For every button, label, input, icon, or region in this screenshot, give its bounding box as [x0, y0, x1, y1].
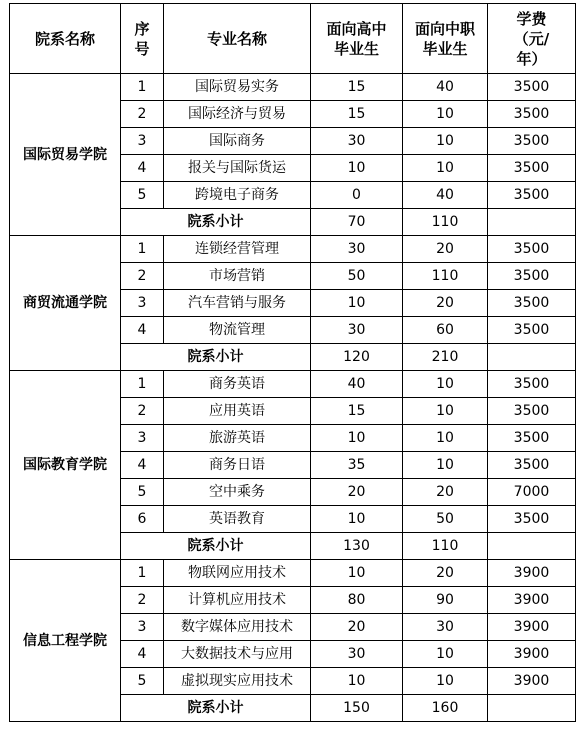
- vocational-count: 20: [403, 560, 488, 587]
- enrollment-table: [9, 3, 576, 722]
- major-name: 商务英语: [164, 371, 311, 398]
- high-school-count: 30: [311, 641, 403, 668]
- vocational-count: 10: [403, 425, 488, 452]
- high-school-count: 80: [311, 587, 403, 614]
- seq-cell: 1: [121, 74, 164, 101]
- table-row: [10, 74, 576, 101]
- seq-cell: 6: [121, 506, 164, 533]
- high-school-count: 30: [311, 317, 403, 344]
- tuition-fee: 3900: [488, 560, 576, 587]
- vocational-count: 10: [403, 398, 488, 425]
- tuition-fee: 3500: [488, 425, 576, 452]
- seq-cell: 5: [121, 182, 164, 209]
- high-school-count: 20: [311, 479, 403, 506]
- college-name: 国际教育学院: [10, 371, 121, 560]
- subtotal-label: 院系小计: [121, 344, 311, 371]
- tuition-fee: 3500: [488, 263, 576, 290]
- seq-cell: 4: [121, 641, 164, 668]
- tuition-fee: 3500: [488, 74, 576, 101]
- vocational-count: 10: [403, 452, 488, 479]
- subtotal-vocational: 110: [403, 533, 488, 560]
- subtotal-high-school: 120: [311, 344, 403, 371]
- high-school-count: 10: [311, 155, 403, 182]
- high-school-count: 50: [311, 263, 403, 290]
- vocational-count: 30: [403, 614, 488, 641]
- header-major: 专业名称: [164, 4, 311, 74]
- subtotal-tuition-empty: [488, 533, 576, 560]
- major-name: 大数据技术与应用: [164, 641, 311, 668]
- tuition-fee: 3500: [488, 506, 576, 533]
- vocational-count: 10: [403, 101, 488, 128]
- major-name: 市场营销: [164, 263, 311, 290]
- tuition-fee: 3500: [488, 452, 576, 479]
- major-name: 连锁经营管理: [164, 236, 311, 263]
- seq-cell: 2: [121, 263, 164, 290]
- tuition-fee: 3500: [488, 101, 576, 128]
- tuition-fee: 3900: [488, 641, 576, 668]
- high-school-count: 10: [311, 506, 403, 533]
- tuition-fee: 3500: [488, 128, 576, 155]
- header-seq: 序 号: [121, 4, 164, 74]
- high-school-count: 10: [311, 425, 403, 452]
- high-school-count: 10: [311, 290, 403, 317]
- major-name: 物流管理: [164, 317, 311, 344]
- vocational-count: 20: [403, 290, 488, 317]
- high-school-count: 10: [311, 560, 403, 587]
- vocational-count: 40: [403, 182, 488, 209]
- major-name: 国际贸易实务: [164, 74, 311, 101]
- major-name: 物联网应用技术: [164, 560, 311, 587]
- table-row: [10, 560, 576, 587]
- vocational-count: 10: [403, 668, 488, 695]
- major-name: 国际商务: [164, 128, 311, 155]
- seq-cell: 3: [121, 290, 164, 317]
- header-tuition: 学费 （元/ 年）: [488, 4, 576, 74]
- seq-cell: 1: [121, 371, 164, 398]
- major-name: 计算机应用技术: [164, 587, 311, 614]
- seq-cell: 2: [121, 101, 164, 128]
- major-name: 跨境电子商务: [164, 182, 311, 209]
- major-name: 空中乘务: [164, 479, 311, 506]
- tuition-fee: 3900: [488, 614, 576, 641]
- vocational-count: 10: [403, 371, 488, 398]
- subtotal-label: 院系小计: [121, 695, 311, 722]
- table-row: [10, 371, 576, 398]
- college-name: 商贸流通学院: [10, 236, 121, 371]
- vocational-count: 20: [403, 479, 488, 506]
- tuition-fee: 3500: [488, 182, 576, 209]
- seq-cell: 3: [121, 128, 164, 155]
- subtotal-tuition-empty: [488, 209, 576, 236]
- vocational-count: 10: [403, 128, 488, 155]
- vocational-count: 10: [403, 155, 488, 182]
- tuition-fee: 3900: [488, 587, 576, 614]
- header-row: [10, 4, 576, 74]
- tuition-fee: 3500: [488, 371, 576, 398]
- tuition-fee: 3500: [488, 317, 576, 344]
- subtotal-label: 院系小计: [121, 209, 311, 236]
- subtotal-high-school: 70: [311, 209, 403, 236]
- seq-cell: 3: [121, 425, 164, 452]
- tuition-fee: 3500: [488, 290, 576, 317]
- seq-cell: 2: [121, 587, 164, 614]
- high-school-count: 15: [311, 101, 403, 128]
- high-school-count: 40: [311, 371, 403, 398]
- high-school-count: 20: [311, 614, 403, 641]
- subtotal-vocational: 160: [403, 695, 488, 722]
- vocational-count: 110: [403, 263, 488, 290]
- subtotal-vocational: 210: [403, 344, 488, 371]
- seq-cell: 1: [121, 560, 164, 587]
- college-name: 国际贸易学院: [10, 74, 121, 236]
- seq-cell: 4: [121, 317, 164, 344]
- seq-cell: 5: [121, 479, 164, 506]
- major-name: 汽车营销与服务: [164, 290, 311, 317]
- seq-cell: 5: [121, 668, 164, 695]
- header-high-school: 面向高中 毕业生: [311, 4, 403, 74]
- vocational-count: 20: [403, 236, 488, 263]
- vocational-count: 60: [403, 317, 488, 344]
- major-name: 数字媒体应用技术: [164, 614, 311, 641]
- vocational-count: 40: [403, 74, 488, 101]
- tuition-fee: 3500: [488, 236, 576, 263]
- header-college: 院系名称: [10, 4, 121, 74]
- seq-cell: 4: [121, 155, 164, 182]
- subtotal-high-school: 130: [311, 533, 403, 560]
- high-school-count: 30: [311, 128, 403, 155]
- major-name: 商务日语: [164, 452, 311, 479]
- high-school-count: 15: [311, 398, 403, 425]
- major-name: 旅游英语: [164, 425, 311, 452]
- seq-cell: 2: [121, 398, 164, 425]
- high-school-count: 35: [311, 452, 403, 479]
- high-school-count: 10: [311, 668, 403, 695]
- vocational-count: 10: [403, 641, 488, 668]
- high-school-count: 0: [311, 182, 403, 209]
- major-name: 虚拟现实应用技术: [164, 668, 311, 695]
- seq-cell: 1: [121, 236, 164, 263]
- table-row: [10, 236, 576, 263]
- major-name: 国际经济与贸易: [164, 101, 311, 128]
- major-name: 应用英语: [164, 398, 311, 425]
- seq-cell: 4: [121, 452, 164, 479]
- college-name: 信息工程学院: [10, 560, 121, 722]
- tuition-fee: 3500: [488, 398, 576, 425]
- tuition-fee: 3900: [488, 668, 576, 695]
- tuition-fee: 7000: [488, 479, 576, 506]
- subtotal-tuition-empty: [488, 344, 576, 371]
- major-name: 报关与国际货运: [164, 155, 311, 182]
- vocational-count: 50: [403, 506, 488, 533]
- subtotal-high-school: 150: [311, 695, 403, 722]
- vocational-count: 90: [403, 587, 488, 614]
- high-school-count: 30: [311, 236, 403, 263]
- high-school-count: 15: [311, 74, 403, 101]
- seq-cell: 3: [121, 614, 164, 641]
- subtotal-label: 院系小计: [121, 533, 311, 560]
- subtotal-tuition-empty: [488, 695, 576, 722]
- major-name: 英语教育: [164, 506, 311, 533]
- tuition-fee: 3500: [488, 155, 576, 182]
- subtotal-vocational: 110: [403, 209, 488, 236]
- header-vocational: 面向中职 毕业生: [403, 4, 488, 74]
